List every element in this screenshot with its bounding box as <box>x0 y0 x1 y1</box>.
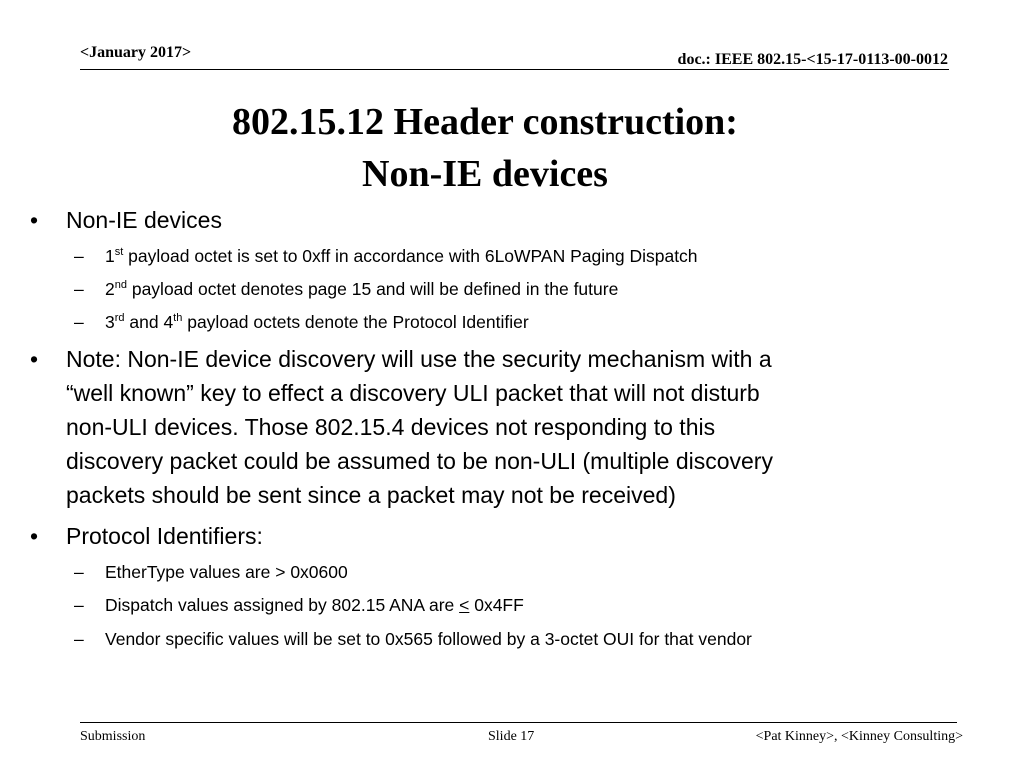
note-line-4: discovery packet could be assumed to be non-ULI (multiple discovery <box>66 448 773 474</box>
dash-marker: – <box>74 279 84 299</box>
dash-marker: – <box>74 595 84 615</box>
footer-divider <box>80 722 957 723</box>
header-divider <box>80 69 949 70</box>
note-line-3: non-ULI devices. Those 802.15.4 devices not responding to this <box>66 414 716 440</box>
dash-marker: – <box>74 629 84 649</box>
slide-title-line-1: 802.15.12 Header construction: <box>232 101 738 143</box>
footer-submission: Submission <box>80 729 146 744</box>
slide-title <box>180 96 790 200</box>
footer-author: <Pat Kinney>, <Kinney Consulting> <box>755 729 963 744</box>
bullet-text: Protocol Identifiers: <box>66 523 263 549</box>
bullet-text: Non-IE devices <box>66 207 222 233</box>
sub-bullet-text: 2nd payload octet denotes page 15 and will be defined in the future <box>105 279 619 299</box>
bullet-marker: • <box>30 346 39 372</box>
dash-marker: – <box>74 312 84 332</box>
note-line-2: “well known” key to effect a discovery ULI packet that will not disturb <box>66 380 760 406</box>
footer-slide-number: Slide 17 <box>488 729 535 744</box>
sub-bullet-text: 3rd and 4th payload octets denote the Protocol Identifier <box>105 312 529 332</box>
sub-bullet-text: Vendor specific values will be set to 0x565 followed by a 3-octet OUI for that vendor <box>105 629 752 649</box>
slide-title-line-2: Non-IE devices <box>362 153 608 195</box>
bullet-marker: • <box>30 523 39 549</box>
note-line-5: packets should be sent since a packet may not be received) <box>66 482 676 508</box>
sub-bullet-text: 1st payload octet is set to 0xff in accordance with 6LoWPAN Paging Dispatch <box>105 246 698 266</box>
header-date: <January 2017> <box>80 44 192 61</box>
bullet-marker: • <box>30 207 39 233</box>
dash-marker: – <box>74 246 84 266</box>
dash-marker: – <box>74 562 84 582</box>
sub-bullet-text: EtherType values are > 0x0600 <box>105 562 348 582</box>
note-line-1: Note: Non-IE device discovery will use the security mechanism with a <box>66 346 772 372</box>
bullet-text <box>66 342 966 512</box>
header-doc-id: doc.: IEEE 802.15-<15-17-0113-00-0012 <box>677 51 948 68</box>
sub-bullet-text: Dispatch values assigned by 802.15 ANA are < 0x4FF <box>105 595 524 615</box>
